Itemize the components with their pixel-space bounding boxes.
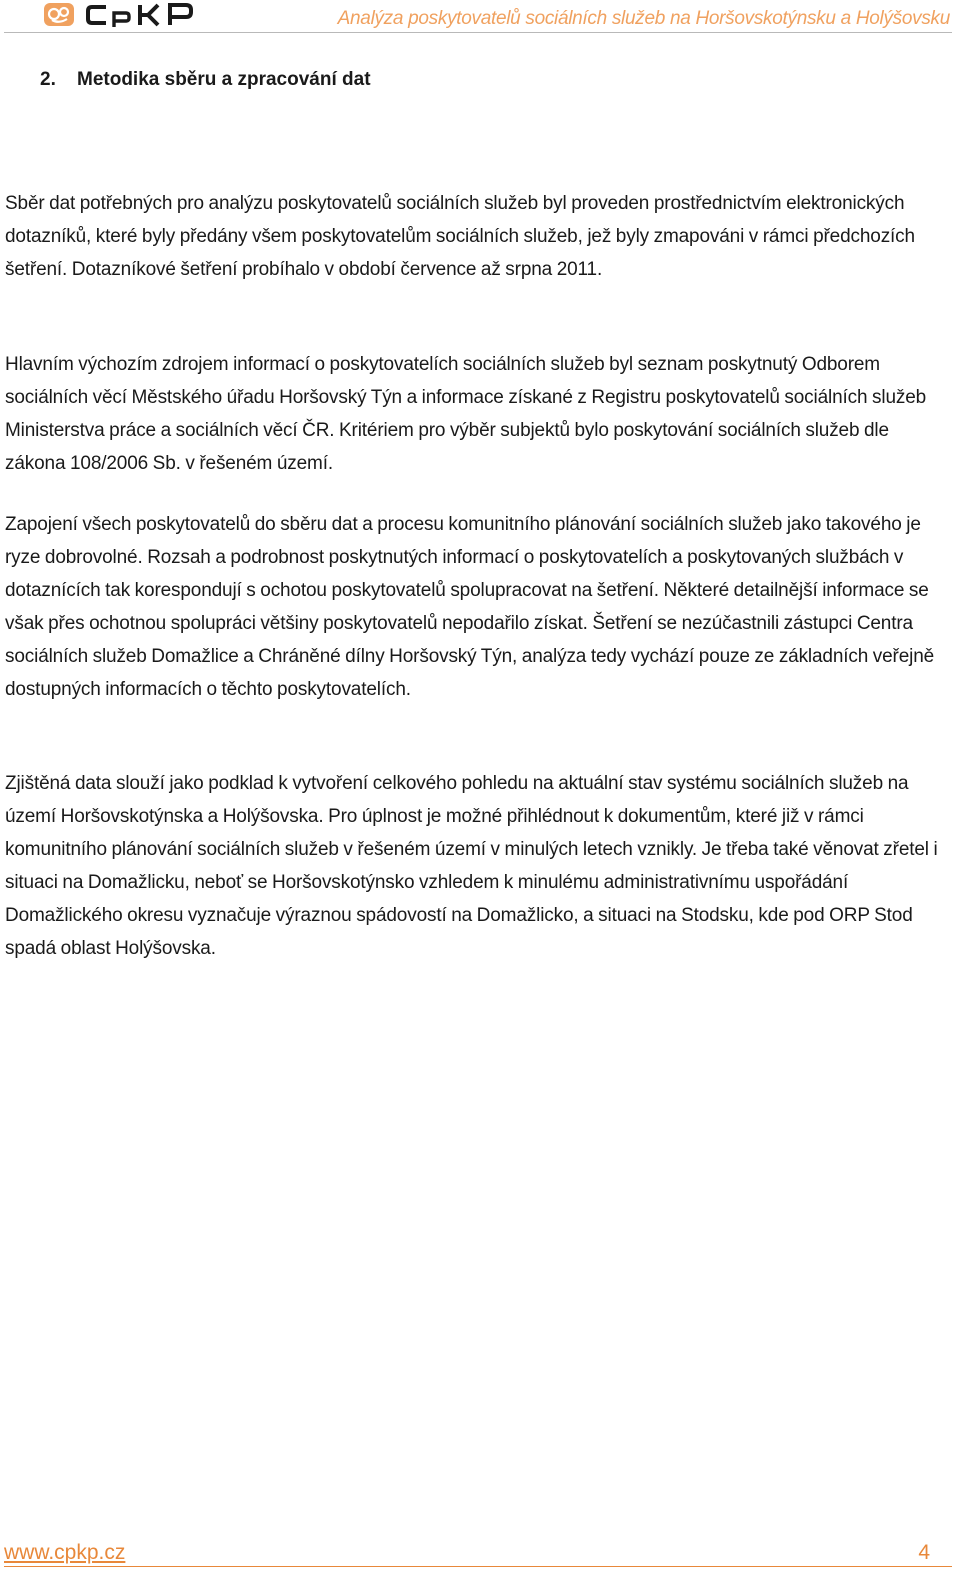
header-divider: [4, 32, 952, 33]
page-header: [0, 0, 960, 34]
footer-divider: [4, 1566, 952, 1567]
section-number: 2.: [40, 69, 56, 90]
website-link[interactable]: www.cpkp.cz: [4, 1541, 126, 1564]
section-title: Metodika sběru a zpracování dat: [77, 69, 371, 90]
cpkp-logo: [44, 2, 224, 28]
paragraph: Hlavním výchozím zdrojem informací o poskytovatelích sociálních služeb byl seznam poskytnutý Odborem sociálních věcí Městského úřadu Horšovský Týn a informace získané z Registru poskytovatelů sociálních služeb Ministerstva práce a sociálních věcí ČR. Kritériem pro výběr subjektů bylo poskytování sociálních služeb dle zákona 108/2006 Sb. v řešeném území.: [5, 354, 927, 474]
document-title: Analýza poskytovatelů sociálních služeb na Horšovskotýnsku a Holýšovsku: [337, 8, 950, 29]
paragraph: Sběr dat potřebných pro analýzu poskytovatelů sociálních služeb byl proveden prostřednictvím elektronických dotazníků, které byly předány všem poskytovatelům sociálních služeb, jež byly zmapováni v rámci předchozích šetření. Dotazníkové šetření probíhalo v období července až srpna 2011.: [5, 193, 915, 280]
paragraph: Zapojení všech poskytovatelů do sběru dat a procesu komunitního plánování sociálních služeb jako takového je ryze dobrovolné. Rozsah a podrobnost poskytnutých informací o poskytovatelích a poskytovaných službách v dotaznících tak korespondují s ochotou poskytovatelů spolupracovat na šetření. Některé detailnější informace se však přes ochotnou spolupráci většiny poskytovatelů nepodařilo získat. Šetření se nezúčastnili zástupci Centra sociálních služeb Domažlice a Chráněné dílny Horšovský Týn, analýza tedy vychází pouze ze základních veřejně dostupných informacích o těchto poskytovatelích.: [5, 514, 935, 700]
section-heading: [40, 69, 371, 91]
page-number: 4: [918, 1541, 930, 1564]
paragraph: Zjištěná data slouží jako podklad k vytvoření celkového pohledu na aktuální stav systému sociálních služeb na území Horšovskotýnska a Holýšovska. Pro úplnost je možné přihlédnout k dokumentům, které již v rámci komunitního plánování sociálních služeb v řešeném území v minulých letech vznikly. Je třeba také věnovat zřetel i situaci na Domažlicku, neboť se Horšovskotýnsko vzhledem k minulému administrativnímu uspořádání Domažlického okresu vyznačuje výraznou spádovostí na Domažlicko, a situaci na Stodsku, kde pod ORP Stod spadá oblast Holýšovska.: [5, 773, 938, 959]
